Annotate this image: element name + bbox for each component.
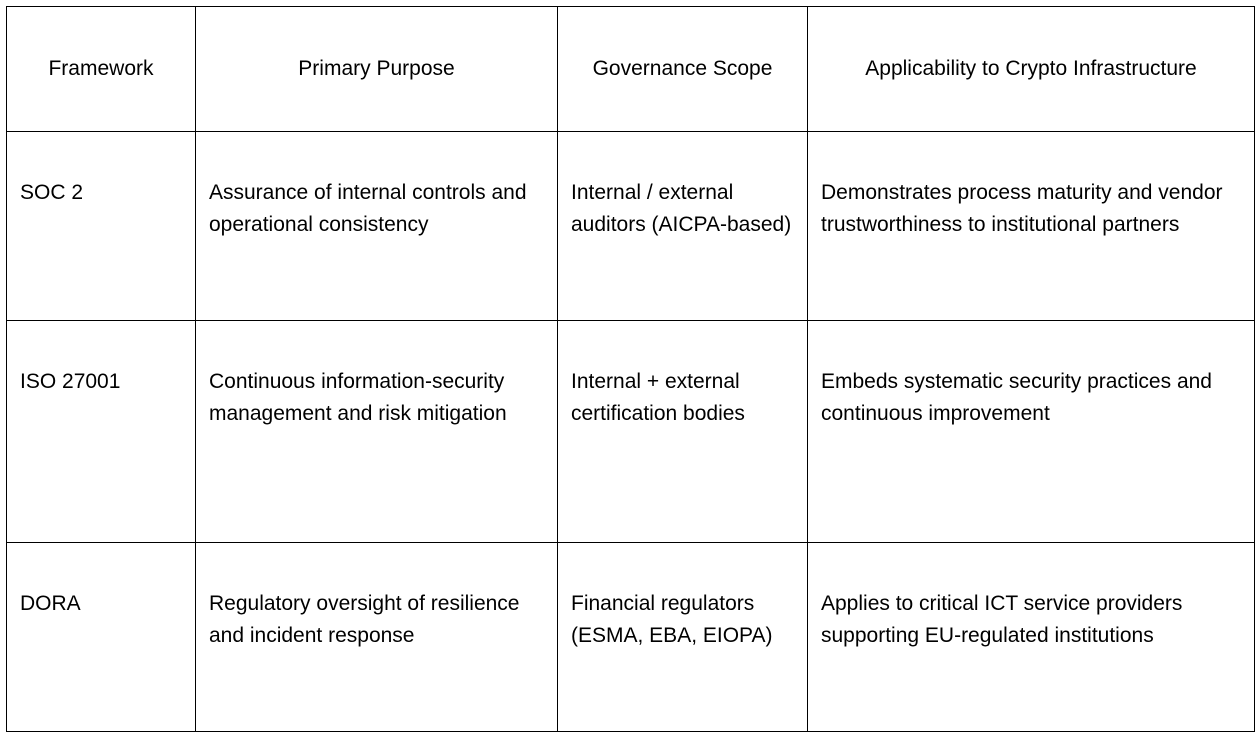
- header-applicability: Applicability to Crypto Infrastructure: [808, 7, 1255, 132]
- cell-applicability: Embeds systematic security practices and continuous improvement: [808, 321, 1255, 543]
- cell-framework: SOC 2: [7, 132, 196, 321]
- cell-governance-scope: Internal + external certification bodies: [558, 321, 808, 543]
- cell-framework: ISO 27001: [7, 321, 196, 543]
- table-body: [7, 132, 1255, 732]
- table-row: [7, 132, 1255, 321]
- cell-applicability: Demonstrates process maturity and vendor trustworthiness to institutional partners: [808, 132, 1255, 321]
- table-row: [7, 321, 1255, 543]
- cell-primary-purpose: Regulatory oversight of resilience and incident response: [196, 543, 558, 732]
- header-governance-scope: Governance Scope: [558, 7, 808, 132]
- cell-governance-scope: Financial regulators (ESMA, EBA, EIOPA): [558, 543, 808, 732]
- header-primary-purpose: Primary Purpose: [196, 7, 558, 132]
- cell-framework: DORA: [7, 543, 196, 732]
- frameworks-table: [6, 6, 1255, 732]
- cell-applicability: Applies to critical ICT service providers supporting EU-regulated institutions: [808, 543, 1255, 732]
- table-header: [7, 7, 1255, 132]
- cell-primary-purpose: Continuous information-security management and risk mitigation: [196, 321, 558, 543]
- table-row: [7, 543, 1255, 732]
- cell-primary-purpose: Assurance of internal controls and operational consistency: [196, 132, 558, 321]
- cell-governance-scope: Internal / external auditors (AICPA-based): [558, 132, 808, 321]
- header-framework: Framework: [7, 7, 196, 132]
- header-row: [7, 7, 1255, 132]
